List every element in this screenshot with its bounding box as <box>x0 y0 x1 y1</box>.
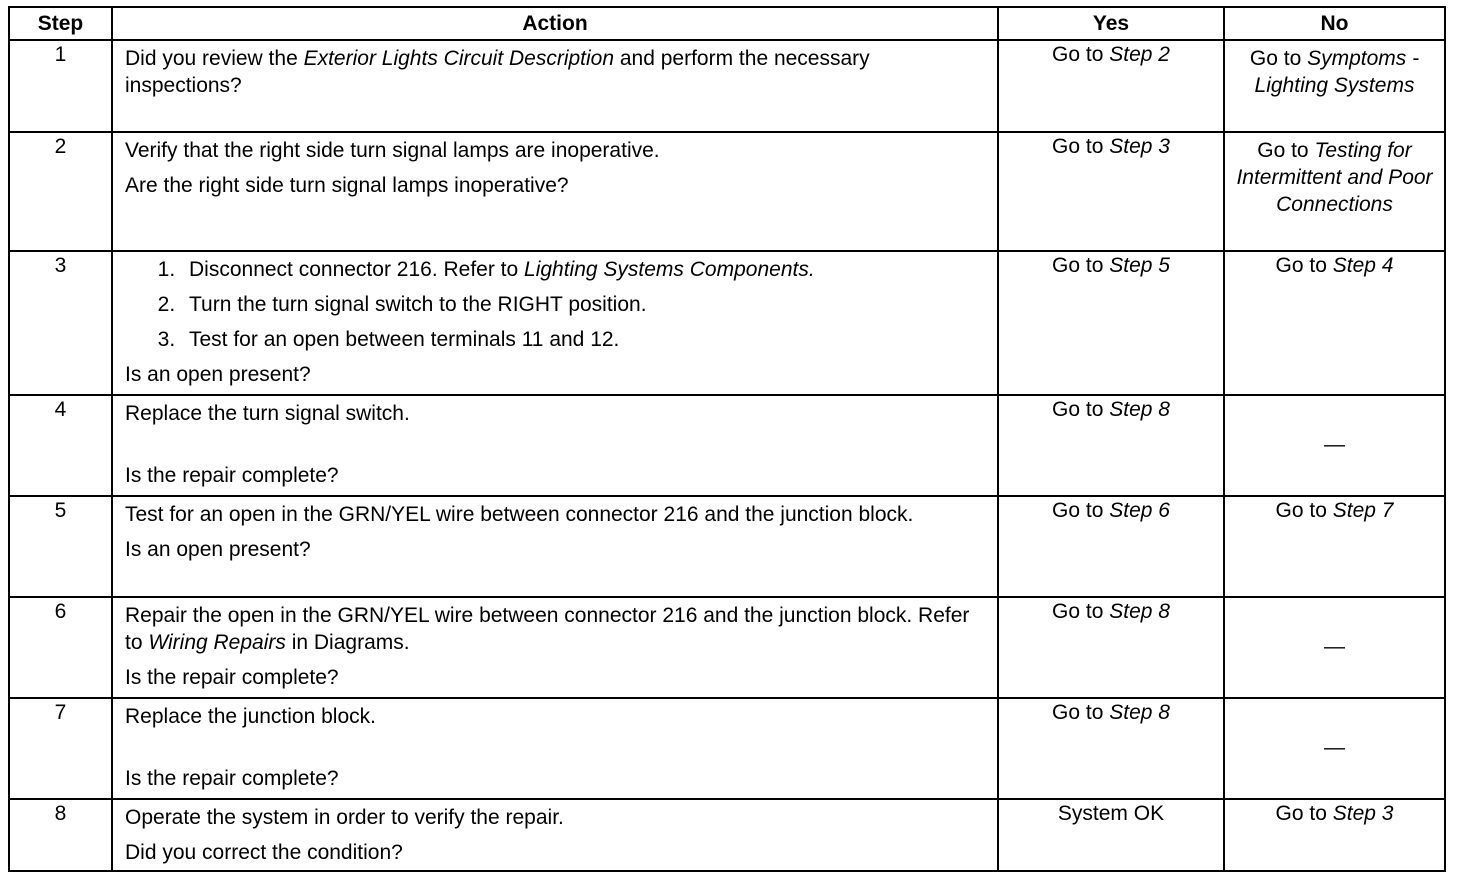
action-question: Is an open present? <box>125 538 311 561</box>
yes-cell: Go to Step 8 <box>998 395 1224 496</box>
action-cell <box>112 251 998 395</box>
action-cell <box>112 132 998 251</box>
no-cell: Go to Step 7 <box>1224 496 1445 597</box>
yes-cell: Go to Step 5 <box>998 251 1224 395</box>
action-question: Did you review the Exterior Lights Circuit Description and perform the necessary inspections? <box>125 47 870 97</box>
yes-cell: Go to Step 2 <box>998 40 1224 132</box>
step-number: 2 <box>9 132 112 251</box>
header-step: Step <box>9 7 112 40</box>
no-cell: Go to Step 3 <box>1224 799 1445 871</box>
yes-cell: Go to Step 8 <box>998 698 1224 799</box>
step-number: 7 <box>9 698 112 799</box>
yes-cell: Go to Step 3 <box>998 132 1224 251</box>
header-yes: Yes <box>998 7 1224 40</box>
table-row <box>9 40 1445 132</box>
action-question: Is the repair complete? <box>125 464 339 487</box>
yes-cell: System OK <box>998 799 1224 871</box>
action-question: Is the repair complete? <box>125 767 339 790</box>
table-row <box>9 251 1445 395</box>
step-number: 6 <box>9 597 112 698</box>
step-number: 5 <box>9 496 112 597</box>
yes-cell: Go to Step 8 <box>998 597 1224 698</box>
action-instruction: Test for an open in the GRN/YEL wire between connector 216 and the junction block. <box>125 503 914 526</box>
list-item: 2. Turn the turn signal switch to the RIGHT position. <box>181 291 987 318</box>
list-item: 3. Test for an open between terminals 11 and 12. <box>181 326 987 353</box>
table-row <box>9 395 1445 496</box>
yes-cell: Go to Step 6 <box>998 496 1224 597</box>
action-question: Is the repair complete? <box>125 666 339 689</box>
no-cell: — <box>1224 597 1445 698</box>
table-row <box>9 132 1445 251</box>
table-row <box>9 496 1445 597</box>
action-instruction: Repair the open in the GRN/YEL wire between connector 216 and the junction block. Refer to Wiring Repairs in Diagrams. <box>125 604 970 654</box>
no-cell: Go to Testing for Intermittent and Poor Connections <box>1224 132 1445 251</box>
action-cell <box>112 698 998 799</box>
header-no: No <box>1224 7 1445 40</box>
no-cell: — <box>1224 698 1445 799</box>
no-cell: Go to Step 4 <box>1224 251 1445 395</box>
no-cell: — <box>1224 395 1445 496</box>
action-cell <box>112 597 998 698</box>
action-cell <box>112 496 998 597</box>
action-instruction: Replace the junction block. <box>125 705 376 728</box>
list-item: 1. Disconnect connector 216. Refer to Lighting Systems Components. <box>181 256 987 283</box>
action-question: Are the right side turn signal lamps inoperative? <box>125 174 569 197</box>
step-number: 8 <box>9 799 112 871</box>
step-number: 4 <box>9 395 112 496</box>
action-question: Did you correct the condition? <box>125 841 403 864</box>
step-number: 3 <box>9 251 112 395</box>
table-header-row <box>9 7 1445 40</box>
table-row <box>9 597 1445 698</box>
action-cell <box>112 395 998 496</box>
no-cell: Go to Symptoms - Lighting Systems <box>1224 40 1445 132</box>
diagnostic-table <box>8 6 1446 872</box>
action-question: Is an open present? <box>125 363 311 386</box>
action-cell <box>112 799 998 871</box>
action-steps-list <box>125 256 987 353</box>
step-number: 1 <box>9 40 112 132</box>
action-instruction: Verify that the right side turn signal lamps are inoperative. <box>125 139 660 162</box>
action-cell <box>112 40 998 132</box>
header-action: Action <box>112 7 998 40</box>
table-row <box>9 698 1445 799</box>
action-instruction: Operate the system in order to verify the repair. <box>125 806 564 829</box>
table-row <box>9 799 1445 871</box>
action-instruction: Replace the turn signal switch. <box>125 402 410 425</box>
